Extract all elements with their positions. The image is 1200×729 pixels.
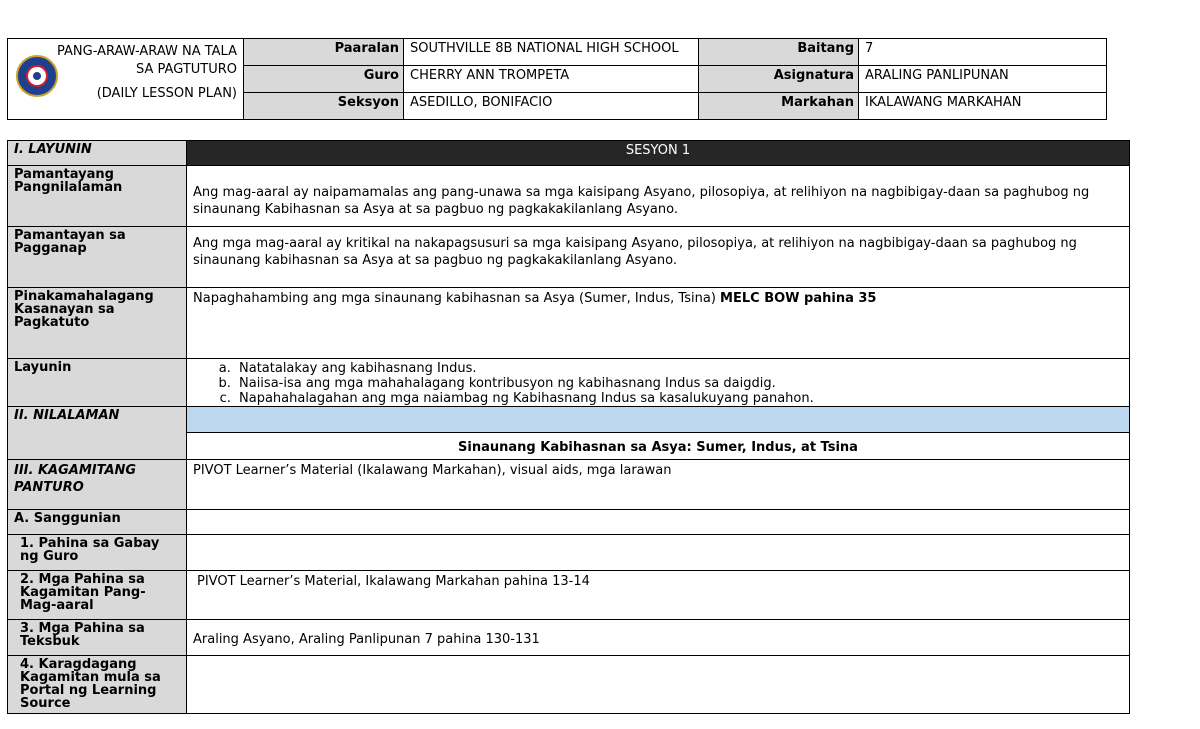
karagdagang-kagamitan-label: 4. Karagdagang Kagamitan mula sa Portal ng Learning Source	[8, 656, 187, 714]
seksyon-value: ASEDILLO, BONIFACIO	[404, 93, 699, 120]
title-line-1: PANG-ARAW-ARAW NA TALA	[57, 44, 237, 59]
karagdagang-kagamitan-value	[187, 656, 1130, 714]
kagamitang-panturo-value: PIVOT Learner’s Material (Ikalawang Markahan), visual aids, mga larawan	[187, 460, 1130, 510]
nilalaman-value: Sinaunang Kabihasnan sa Asya: Sumer, Indus, at Tsina	[187, 433, 1130, 460]
teksbuk-value: Araling Asyano, Araling Panlipunan 7 pahina 130-131	[187, 620, 1130, 656]
baitang-value: 7	[859, 39, 1107, 66]
baitang-label: Baitang	[699, 39, 859, 66]
layunin-label: Layunin	[8, 359, 187, 407]
melc-reference: MELC BOW pahina 35	[720, 291, 877, 306]
sanggunian-label: A. Sanggunian	[8, 510, 187, 535]
header-table	[7, 38, 1107, 120]
pamantayan-sa-pagganap-value: Ang mga mag-aaral ay kritikal na nakapagsusuri sa mga kaisipang Asyano, pilosopiya, at relihiyon na nagbibigay-daan sa paghubog ng sinaunang kabihasnan sa Asya at sa pagbuo ng pagkakakilanlang Asyano.	[187, 227, 1130, 288]
kagamitang-panturo-label: III. KAGAMITANG PANTURO	[8, 460, 187, 510]
melc-label: Pinakamahalagang Kasanayan sa Pagkatuto	[8, 288, 187, 359]
pamantayang-pangnilalaman-value: Ang mag-aaral ay naipamamalas ang pang-unawa sa mga kaisipang Asyano, pilosopiya, at relihiyon na nagbibigay-daan sa paghubog ng sinaunang Kabihasnan sa Asya at sa pagbuo ng pagkakakilanlang Asyano.	[187, 166, 1130, 227]
paaralan-label: Paaralan	[244, 39, 404, 66]
asignatura-value: ARALING PANLIPUNAN	[859, 66, 1107, 93]
guro-value: CHERRY ANN TROMPETA	[404, 66, 699, 93]
sanggunian-value	[187, 510, 1130, 535]
paaralan-value: SOUTHVILLE 8B NATIONAL HIGH SCHOOL	[404, 39, 699, 66]
pamantayan-sa-pagganap-label: Pamantayan sa Pagganap	[8, 227, 187, 288]
asignatura-label: Asignatura	[699, 66, 859, 93]
pang-mag-aaral-value: PIVOT Learner’s Material, Ikalawang Markahan pahina 13-14	[187, 571, 1130, 620]
pang-mag-aaral-label: 2. Mga Pahina sa Kagamitan Pang-Mag-aaral	[8, 571, 187, 620]
gabay-guro-value	[187, 535, 1130, 571]
objectives-list	[193, 361, 1123, 406]
list-item: b. Naiisa-isa ang mga mahahalagang kontribusyon ng kabihasnang Indus sa daigdig.	[235, 376, 1123, 391]
nilalaman-highlight-bar	[187, 407, 1130, 433]
title-line-3: (DAILY LESSON PLAN)	[96, 86, 237, 101]
deped-seal-icon	[16, 55, 58, 97]
nilalaman-label: II. NILALAMAN	[8, 407, 187, 460]
guro-label: Guro	[244, 66, 404, 93]
lesson-plan-table	[7, 140, 1130, 714]
list-item: c. Napahahalagahan ang mga naiambag ng Kabihasnang Indus sa kasalukuyang panahon.	[235, 391, 1123, 406]
markahan-label: Markahan	[699, 93, 859, 120]
teksbuk-label: 3. Mga Pahina sa Teksbuk	[8, 620, 187, 656]
layunin-heading: I. LAYUNIN	[8, 141, 187, 166]
objectives-cell	[187, 359, 1130, 407]
gabay-guro-label: 1. Pahina sa Gabay ng Guro	[8, 535, 187, 571]
document-title-cell	[8, 39, 244, 120]
melc-value	[187, 288, 1130, 359]
session-heading: SESYON 1	[187, 141, 1130, 166]
markahan-value: IKALAWANG MARKAHAN	[859, 93, 1107, 120]
pamantayang-pangnilalaman-label: Pamantayang Pangnilalaman	[8, 166, 187, 227]
title-line-2: SA PAGTUTURO	[136, 62, 237, 77]
list-item: a. Natatalakay ang kabihasnang Indus.	[235, 361, 1123, 376]
melc-text: Napaghahambing ang mga sinaunang kabihasnan sa Asya (Sumer, Indus, Tsina)	[193, 291, 716, 306]
seksyon-label: Seksyon	[244, 93, 404, 120]
